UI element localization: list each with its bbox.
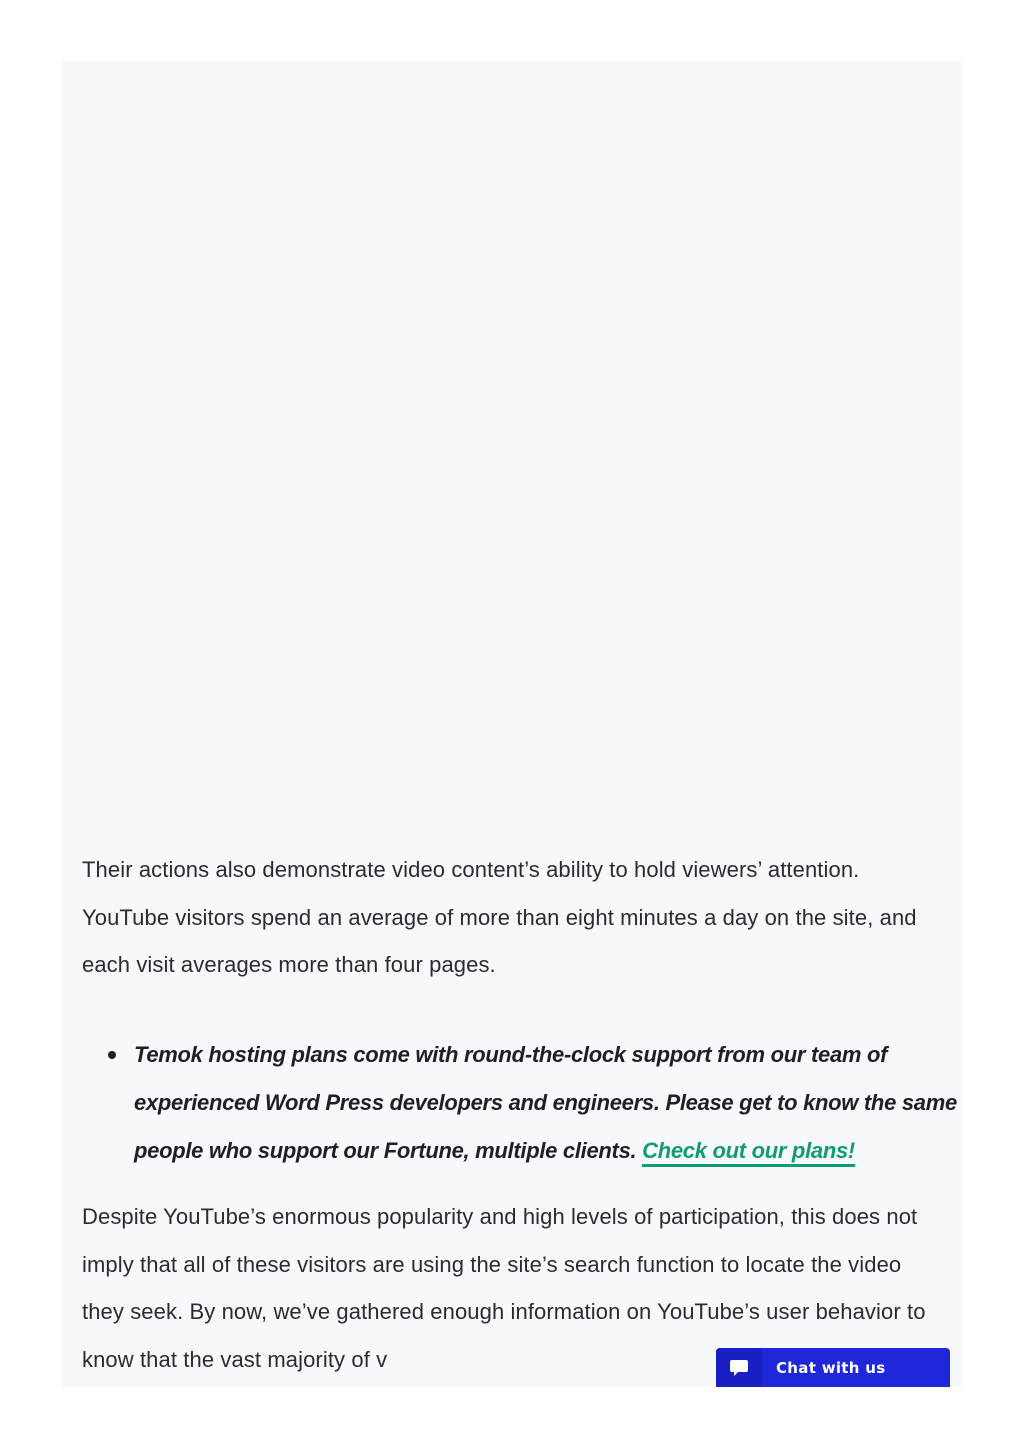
promo-list-item <box>134 1031 963 1175</box>
promo-list <box>82 1031 963 1175</box>
promo-text: Temok hosting plans come with round-the-clock support from our team of experienced Word Press developers and engineers. Please get to know the same people who support our Fortune, multiple clients. <box>134 1042 957 1163</box>
chat-label: Chat with us <box>776 1358 886 1377</box>
chat-with-us-button[interactable] <box>716 1348 950 1387</box>
check-plans-link[interactable]: Check out our plans! <box>642 1138 855 1167</box>
embedded-media-area <box>62 61 963 841</box>
article-paragraph: Their actions also demonstrate video content’s ability to hold viewers’ attention. YouTube visitors spend an average of more than eight minutes a day on the site, and each visit averages more than four pages. <box>82 857 917 977</box>
chat-icon-container <box>716 1348 762 1387</box>
article-paragraph: Despite YouTube’s enormous popularity and high levels of participation, this does not imply that all of these visitors are using the site’s search function to locate the video they seek. By now, we’ve gathered enough information on YouTube’s user behavior to know that the vast majority of v <box>82 1204 926 1372</box>
bullet-dot <box>108 1051 116 1059</box>
article-content <box>62 61 963 1387</box>
chat-bubble-icon <box>728 1357 750 1379</box>
